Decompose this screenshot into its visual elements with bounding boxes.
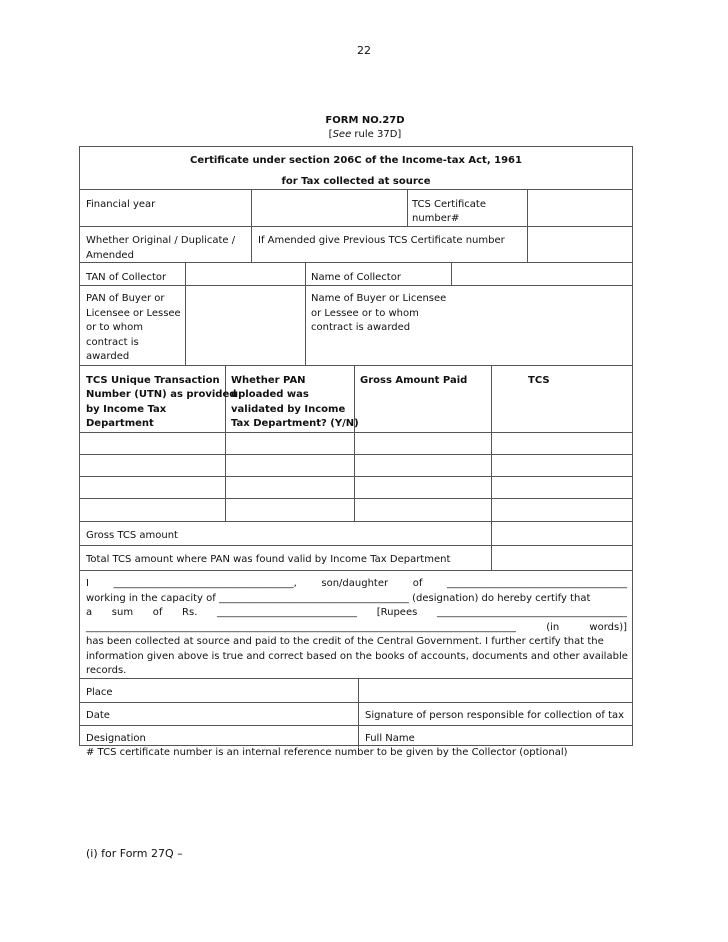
gross-tcs-label: Gross TCS amount xyxy=(86,530,178,541)
utn-header-4: Department xyxy=(86,418,154,429)
total-tcs-valid-label: Total TCS amount where PAN was found valid by Income Tax Department xyxy=(86,554,451,565)
declaration-line-7: records. xyxy=(86,665,127,676)
pan-validated-header: Whether PAN xyxy=(231,375,306,386)
pan-buyer-label-3: or to whom xyxy=(86,322,144,333)
pan-validated-header-3: validated by Income xyxy=(231,404,346,415)
gross-amount-header: Gross Amount Paid xyxy=(360,375,468,386)
declaration-line-5: has been collected at source and paid to the credit of the Central Government. I further certify that the xyxy=(86,636,604,647)
name-buyer-label-2: or Lessee or to whom xyxy=(311,308,419,319)
name-buyer-label: Name of Buyer or Licensee xyxy=(311,293,447,304)
pan-validated-header-2: uploaded was xyxy=(231,389,309,400)
financial-year-label: Financial year xyxy=(86,199,156,210)
declaration-line-4: ______________________________________________________________________________________ (in words)] xyxy=(86,621,627,633)
amended-label: Amended xyxy=(86,250,134,261)
form-27q-heading: (i) for Form 27Q – xyxy=(86,847,183,860)
footnote: # TCS certificate number is an internal reference number to be given by the Collector (optional) xyxy=(86,747,568,758)
designation-label: Designation xyxy=(86,733,146,744)
pan-buyer-label: PAN of Buyer or xyxy=(86,293,165,304)
pan-buyer-label-4: contract is xyxy=(86,337,139,348)
declaration xyxy=(86,577,627,679)
pan-validated-header-4: Tax Department? (Y/N) xyxy=(231,418,359,429)
form-rule-reference: [See rule 37D] xyxy=(328,129,402,140)
name-buyer-label-3: contract is awarded xyxy=(311,322,411,333)
name-collector-label: Name of Collector xyxy=(311,272,401,283)
utn-header-2: Number (UTN) as provided xyxy=(86,389,237,400)
original-duplicate-label: Whether Original / Duplicate / xyxy=(86,235,236,246)
declaration-line-2: working in the capacity of ______________________________________ (designation) do hereby certify that xyxy=(86,592,591,604)
declaration-line-3: a sum of Rs. ____________________________ [Rupees ______________________________________ xyxy=(86,607,627,618)
place-label: Place xyxy=(86,687,113,698)
utn-header-3: by Income Tax xyxy=(86,404,167,415)
tan-collector-label: TAN of Collector xyxy=(86,272,167,283)
form-number: FORM NO.27D xyxy=(325,115,405,126)
date-label: Date xyxy=(86,710,110,721)
certificate-title: Certificate under section 206C of the Income-tax Act, 1961 xyxy=(190,155,522,166)
see-word: See xyxy=(332,129,352,140)
full-name-label: Full Name xyxy=(365,733,415,744)
tcs-certificate-label: TCS Certificate xyxy=(412,199,486,210)
previous-certificate-label: If Amended give Previous TCS Certificate number xyxy=(258,235,505,246)
tcs-certificate-label-2: number# xyxy=(412,213,460,224)
signature-label: Signature of person responsible for collection of tax xyxy=(365,710,625,721)
page-number: 22 xyxy=(357,44,371,57)
declaration-line-6: information given above is true and correct based on the books of accounts, documents and other available xyxy=(86,650,628,662)
utn-header: TCS Unique Transaction xyxy=(86,375,220,386)
declaration-line-1: I ____________________________________, son/daughter of ____________________________________ xyxy=(86,578,627,589)
pan-buyer-label-2: Licensee or Lessee xyxy=(86,308,181,319)
pan-buyer-label-5: awarded xyxy=(86,351,130,362)
certificate-subtitle: for Tax collected at source xyxy=(281,176,431,187)
tcs-header: TCS xyxy=(528,375,550,386)
